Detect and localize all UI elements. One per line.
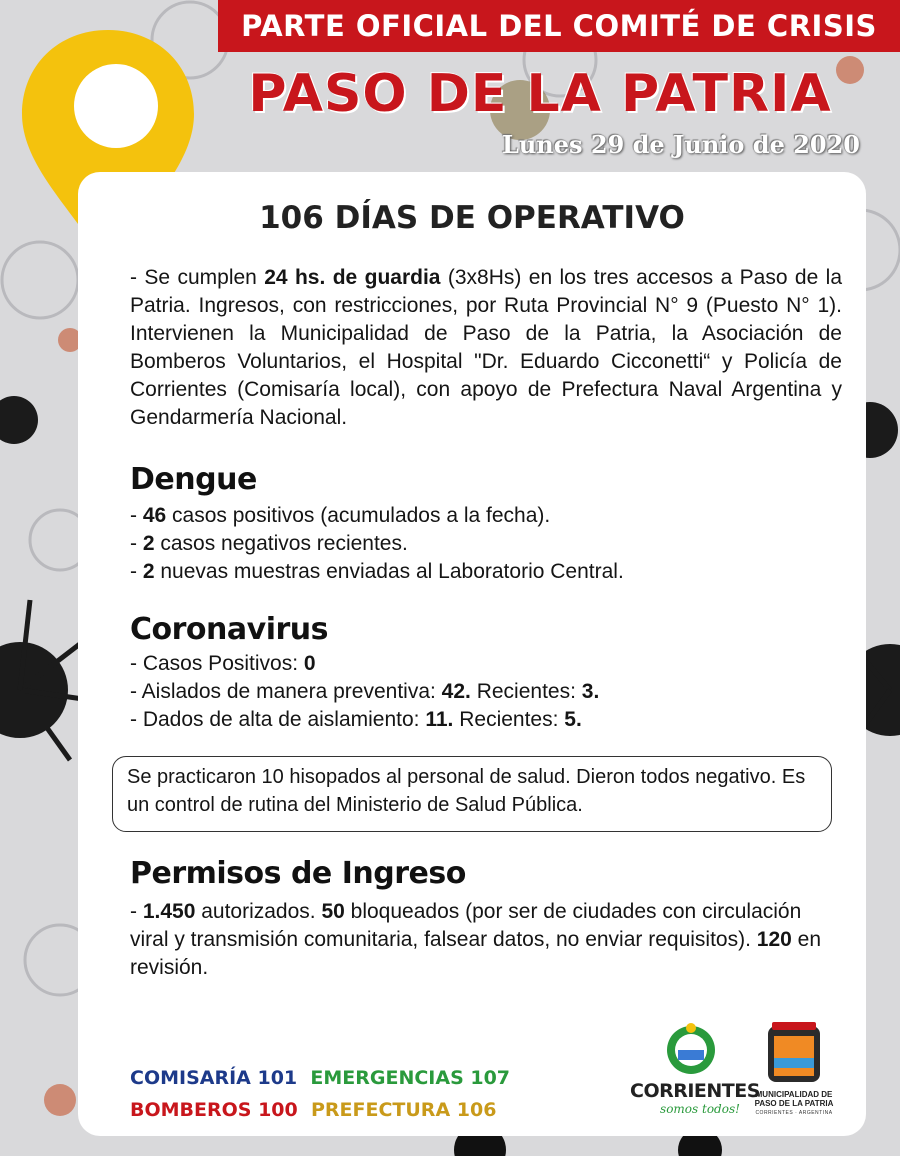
contact-prefectura: PREFECTURA 106 xyxy=(310,1099,497,1121)
municipality-emblem-icon xyxy=(754,1018,834,1088)
list-item: - 2 casos negativos recientes. xyxy=(130,532,408,555)
report-card xyxy=(78,172,866,1136)
contact-bomberos: BOMBEROS 100 xyxy=(130,1099,298,1121)
municipality-sub: CORRIENTES · ARGENTINA xyxy=(755,1110,833,1116)
intro-hours: 24 hs. de guardia xyxy=(264,266,441,289)
dengue-list xyxy=(130,502,842,586)
coronavirus-list xyxy=(130,650,842,734)
coronavirus-heading: Coronavirus xyxy=(130,612,328,647)
corrientes-seal-icon xyxy=(630,1022,752,1080)
note-box: Se practicaron 10 hisopados al personal de salud. Dieron todos negativo. Es un control de rutina del Ministerio de Salud Pública. xyxy=(112,756,832,832)
list-item: - 46 casos positivos (acumulados a la fecha). xyxy=(130,504,551,527)
corrientes-name: CORRIENTES xyxy=(630,1080,760,1102)
contact-comisaria: COMISARÍA 101 xyxy=(130,1067,298,1089)
card-title: 106 DÍAS DE OPERATIVO xyxy=(259,200,685,236)
intro-prefix: - Se cumplen xyxy=(130,266,265,289)
contact-emergencias: EMERGENCIAS 107 xyxy=(310,1067,511,1089)
permisos-paragraph: - 1.450 autorizados. 50 bloqueados (por ser de ciudades con circulación viral y transmisión comunitaria, falsear datos, no enviar requisitos). 120 en revisión. xyxy=(130,900,822,979)
intro-paragraph xyxy=(130,264,842,432)
page-title: PASO DE LA PATRIA xyxy=(248,64,832,124)
corrientes-logo xyxy=(630,1022,760,1122)
list-item: - Aislados de manera preventiva: 42. Recientes: 3. xyxy=(130,680,600,703)
list-item: - 2 nuevas muestras enviadas al Laboratorio Central. xyxy=(130,560,624,583)
dengue-heading: Dengue xyxy=(130,462,257,497)
municipalidad-logo xyxy=(754,1018,834,1128)
intro-text: (3x8Hs) en los tres accesos a Paso de la Patria. Ingresos, con restricciones, por Ruta Provincial N° 9 (Puesto N° 1). Intervienen la Municipalidad de Paso de la Patria, la Asociación de Bomberos Voluntarios, el Hospital "Dr. Eduardo Cicconetti“ y Policía de Corrientes (Comisaría local), con apoyo de Prefectura Naval Argentina y Gendarmería Nacional. xyxy=(130,266,843,429)
header-banner: PARTE OFICIAL DEL COMITÉ DE CRISIS xyxy=(218,0,900,52)
corrientes-tagline: somos todos! xyxy=(660,1102,740,1116)
list-item: - Dados de alta de aislamiento: 11. Recientes: 5. xyxy=(130,708,582,731)
emergency-contacts xyxy=(130,1062,550,1126)
report-date: Lunes 29 de Junio de 2020 xyxy=(501,130,860,159)
list-item: - Casos Positivos: 0 xyxy=(130,652,316,675)
municipality-name: MUNICIPALIDAD DE PASO DE LA PATRIA xyxy=(754,1090,834,1108)
permisos-heading: Permisos de Ingreso xyxy=(130,856,466,891)
